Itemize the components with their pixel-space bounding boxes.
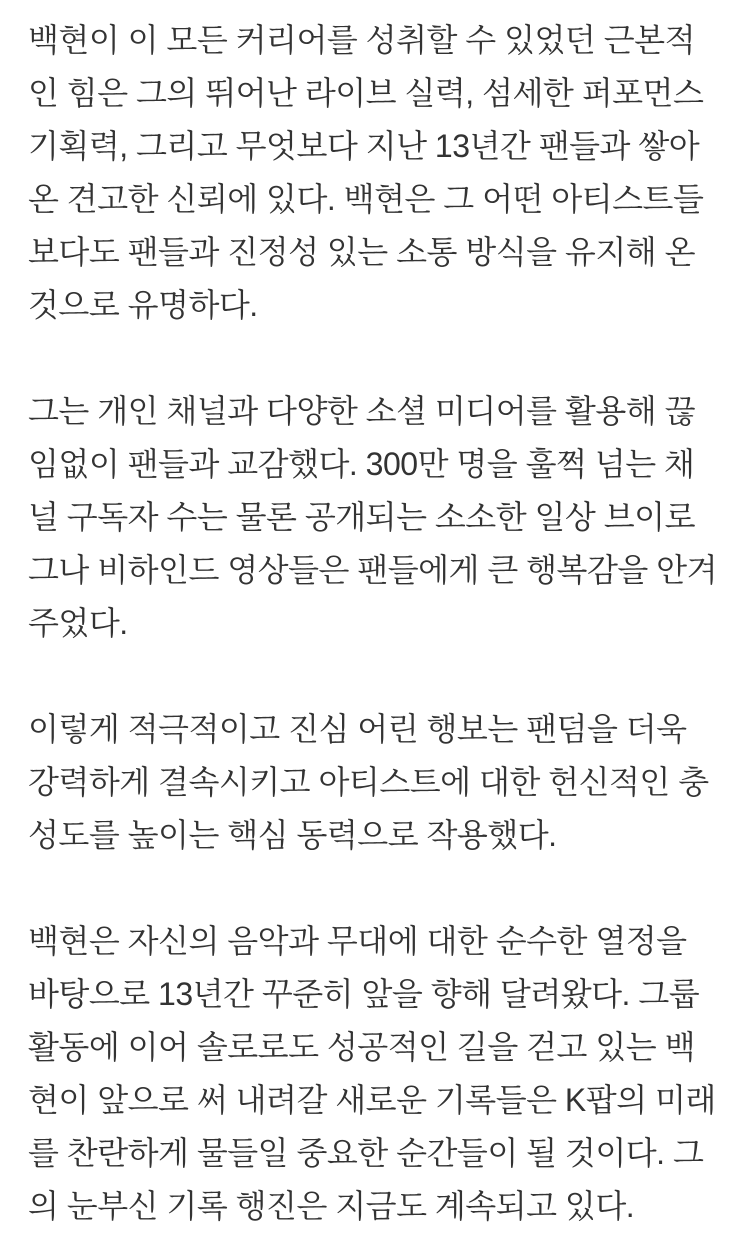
paragraph-career-foundation: 백현이 이 모든 커리어를 성취할 수 있었던 근본적인 힘은 그의 뛰어난 라이브 실력, 섬세한 퍼포먼스 기획력, 그리고 무엇보다 지난 13년간 팬들과 쌓아온 견고한 신뢰에 있다. 백현은 그 어떤 아티스트들보다도 팬들과 진정성 있는 소통 방식을 유지해 온 것으로 유명하다. [28,22,704,323]
paragraph-social-media: 그는 개인 채널과 다양한 소셜 미디어를 활용해 끊임없이 팬들과 교감했다. 300만 명을 훌쩍 넘는 채널 구독자 수는 물론 공개되는 소소한 일상 브이로그나 비하인드 영상들은 팬들에게 큰 행복감을 안겨주었다. [28,393,717,641]
paragraph-future-outlook: 백현은 자신의 음악과 무대에 대한 순수한 열정을 바탕으로 13년간 꾸준히 앞을 향해 달려왔다. 그룹 활동에 이어 솔로로도 성공적인 길을 걷고 있는 백현이 앞으로 써 내려갈 새로운 기록들은 K팝의 미래를 찬란하게 물들일 중요한 순간들이 될 것이다. 그의 눈부신 기록 행진은 지금도 계속되고 있다. [28,923,716,1224]
paragraph-fandom-loyalty: 이렇게 적극적이고 진심 어린 행보는 팬덤을 더욱 강력하게 결속시키고 아티스트에 대한 헌신적인 충성도를 높이는 핵심 동력으로 작용했다. [28,711,709,853]
